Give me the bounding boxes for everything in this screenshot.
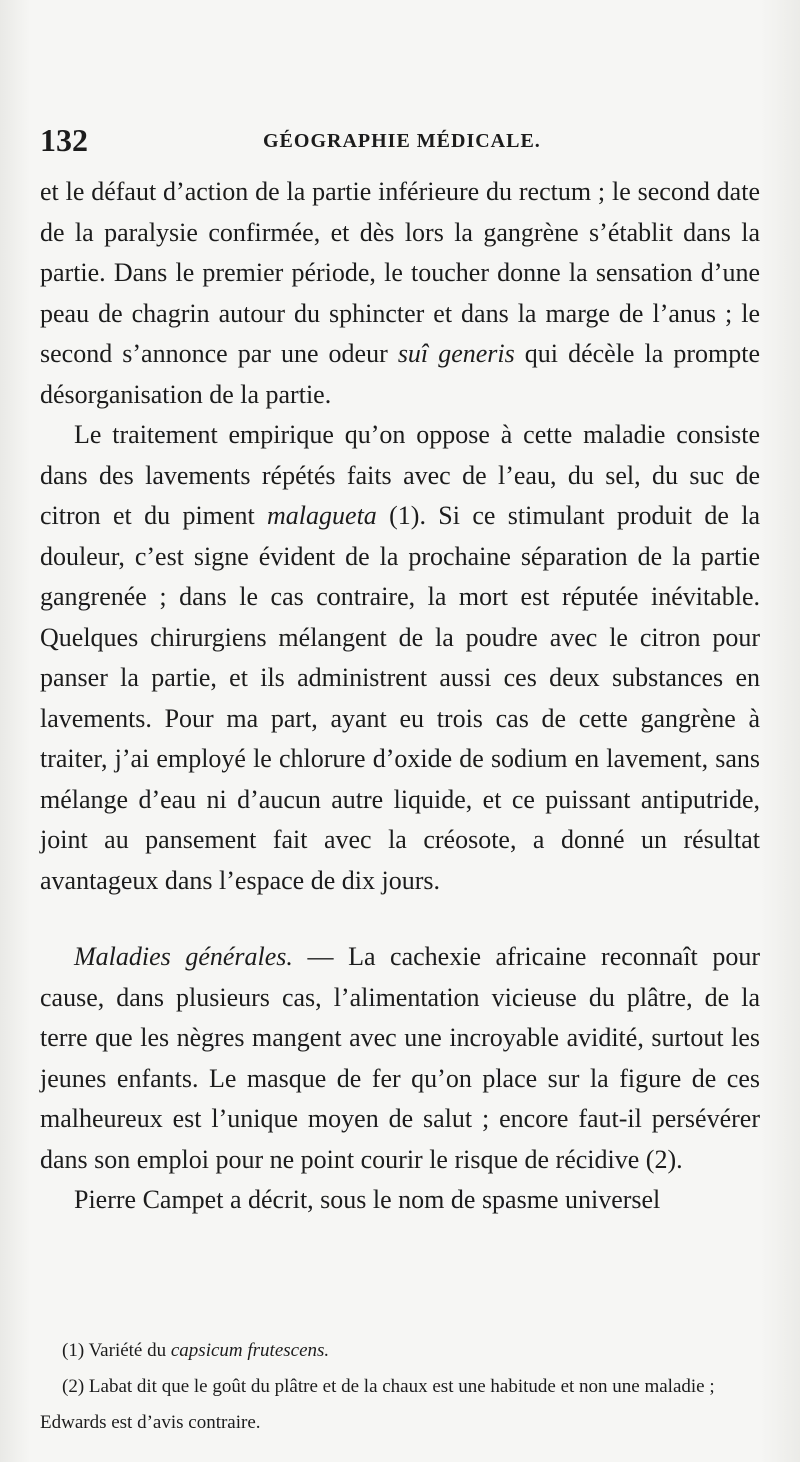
footnotes — [40, 1333, 765, 1441]
paragraph-general-diseases: Maladies générales. — La cachexie africaine reconnaît pour cause, dans plusieurs cas, l’alimentation vicieuse du plâtre, de la terre que les nègres mangent avec une incroyable avidité, surtout les jeunes enfants. Le masque de fer qu’on place sur la figure de ces malheureux est l’unique moyen de salut ; encore faut-il persévérer dans son emploi pour ne point courir le risque de récidive (2). — [40, 942, 761, 1174]
paragraph-treatment: Le traitement empirique qu’on oppose à cette maladie consiste dans des lavements répétés faits avec de l’eau, du sel, du suc de citron et du piment malagueta (1). Si ce stimulant produit de la douleur, c’est signe évident de la prochaine séparation de la partie gangrenée ; dans le cas contraire, la mort est réputée inévitable. Quelques chirurgiens mélangent de la poudre avec le citron pour panser la partie, et ils administrent aussi ces deux substances en lavements. Pour ma part, ayant eu trois cas de cette gangrène à traiter, j’ai employé le chlorure d’oxide de sodium en lavement, sans mélange d’eau ni d’aucun autre liquide, et ce puissant antiputride, joint au pansement fait avec la créosote, a donné un résultat avantageux dans l’espace de dix jours. — [40, 420, 761, 895]
italic-term: malagueta — [267, 501, 377, 530]
paragraph-campet: Pierre Campet a décrit, sous le nom de spasme universel — [74, 1185, 661, 1214]
section-heading: Maladies générales. — [74, 942, 293, 971]
page-number: 132 — [40, 122, 88, 158]
running-head: GÉOGRAPHIE MÉDICALE. — [263, 130, 541, 152]
body-text — [40, 172, 760, 1221]
italic-term: suî generis — [397, 339, 515, 368]
footnote-2: (2) Labat dit que le goût du plâtre et de la chaux est une habitude et non une maladie ; Edwards est d’avis contraire. — [40, 1376, 715, 1433]
paragraph-continuation: et le défaut d’action de la partie inférieure du rectum ; le second date de la paralysie confirmée, et dès lors la gangrène s’établit dans la partie. Dans le premier période, le toucher donne la sensation d’une peau de chagrin autour du sphincter et dans la marge de l’anus ; le second s’annonce par une odeur suî generis qui décèle la prompte désorganisation de la partie. — [40, 177, 760, 409]
page-header — [40, 122, 760, 162]
footnote-1: (1) Variété du capsicum frutescens. — [62, 1340, 330, 1361]
